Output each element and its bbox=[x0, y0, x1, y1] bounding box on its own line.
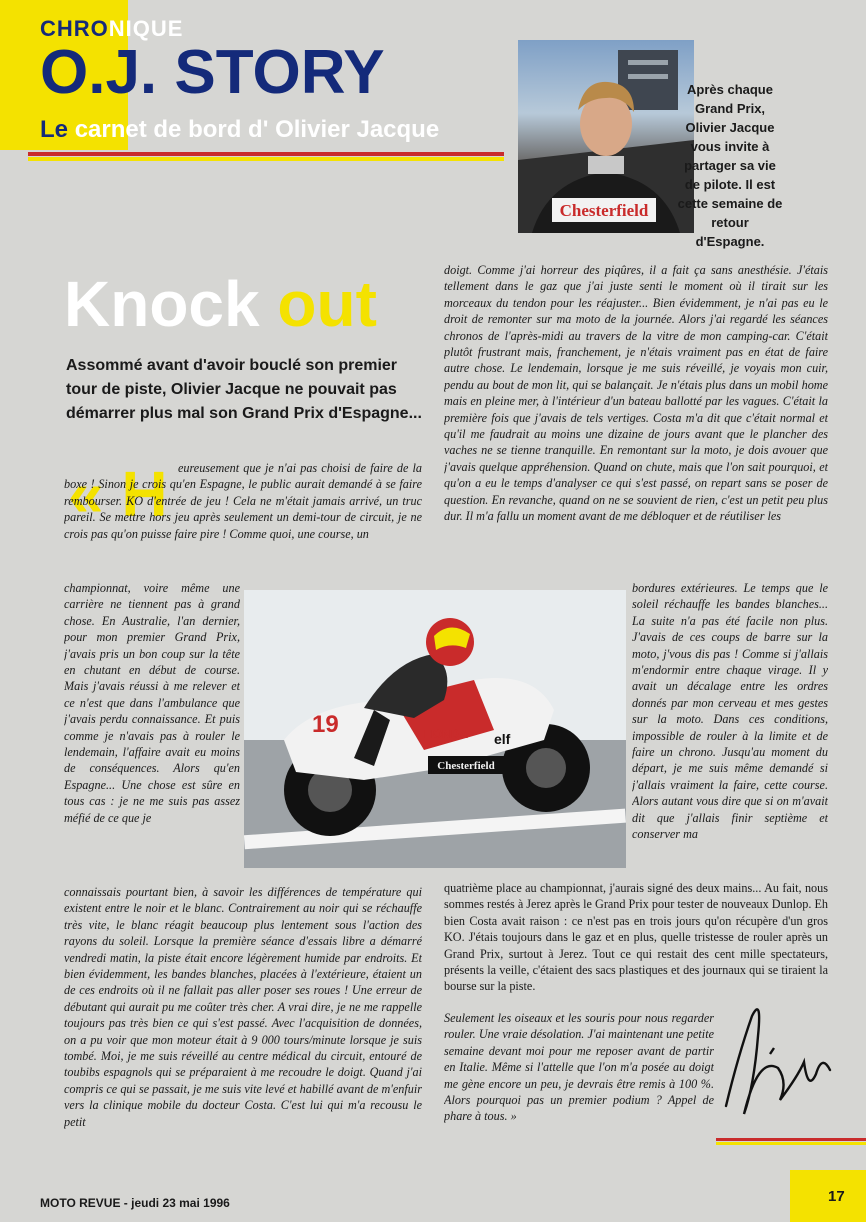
header-rule-red bbox=[28, 152, 504, 156]
col1-intro: eureusement que je n'ai pas choisi de faire de la boxe ! Sinon je crois qu'en Espagne, le public aurait demandé à se faire rembourser. KO d'entrée de jeu ! Cela ne m'était jamais arrivé, un truc pareil. Se mettre hors jeu après seulement un demi-tour de circuit, je ne crois pas qu'on puisse faire pire ! Comme quoi, une course, un bbox=[64, 461, 422, 541]
article-title: Knock out bbox=[64, 268, 377, 340]
footer-publication: MOTO REVUE - jeudi 23 mai 1996 bbox=[40, 1196, 230, 1210]
signature-rule-red bbox=[716, 1138, 866, 1141]
portrait-photo bbox=[518, 40, 694, 233]
bike-sponsor-main: Chesterfield bbox=[437, 760, 495, 772]
article-lead: Assommé avant d'avoir bouclé son premier tour de piste, Olivier Jacque ne pouvait pas démarrer plus mal son Grand Prix d'Espagne... bbox=[66, 357, 422, 422]
rider-portrait-illustration bbox=[518, 40, 694, 233]
author-signature bbox=[718, 996, 838, 1136]
col2-bottom: quatrième place au championnat, j'aurais signé des deux mains... Au fait, nous sommes restés à Jerez après le Grand Prix pour tester de nouveaux Dunlop. Eh bien Costa avait raison : ce n'est pas en trois jours qu'on récupère d'un gros KO. J'étais toujours dans le gaz et en plus, quelle tristesse de rouler après un Grand Prix, surtout à Jerez. Tout ce qui restait des cent mille spectateurs, présents la veille, c'étaient des sacs plastiques et des journaux qui se tiraient la bourse sur la piste. bbox=[444, 881, 828, 994]
column-title: O.J. STORY bbox=[40, 38, 385, 107]
col2-top: doigt. Comme j'ai horreur des piqûres, il a fait ça sans anesthésie. J'étais tellement dans le gaz que j'ai juste senti le moment où il tirait sur les morceaux du tendon pour les réajuster... Bien évidemment, je n'ai pas eu le droit de remonter sur ma moto de la journée. Alors j'ai regardé les séances chronos de l'après-midi au travers de la vitre de mon camping-car. C'était plutôt frustrant mais, franchement, je n'étais vraiment pas en état de faire autre chose. Le lendemain, lorsque je me suis réveillé, je voyais mon cuir, pendu au bout de mon lit, qui se balançait. Je n'étais plus dans un mobil home mais en pleine mer, à l'intérieur d'un bateau ballotté par les vagues. C'était la première fois que j'avais de tels vertiges. Costa m'a dit que c'était normal et qu'il me faudrait au moins une dizaine de jours avant que le plancher des vaches ne se tienne tranquille. En remontant sur la moto, je dois avouer que j'avais quelque appréhension. Quand on chute, mais que l'on sait pourquoi, et qu'on a eu le temps d'analyser ce qui s'est passé, on repart sans se poser de question. En revanche, quand on ne se souvient de rien, c'est un petit peu plus dur. Il m'a fallu un moment avant de me débloquer et de réutiliser les bbox=[444, 263, 828, 524]
bike-brand: HONDA bbox=[424, 727, 468, 741]
drop-cap: « H bbox=[68, 458, 168, 530]
signature-rule-yellow bbox=[716, 1142, 866, 1145]
col2-beside-photo: bordures extérieures. Le temps que le soleil réchauffe les bandes blanches... La suite n'a pas été facile non plus. J'avais de ces coups de barre sur la moto, j'vous dis pas ! Comme si j'allais m'endormir entre chaque virage. Il y avait un décalage entre les ordres donnés par mon cerveau et mes gestes sur la moto. Dans ces conditions, impossible de rouler à la limite et de faire un chrono. Jusqu'au moment du départ, je me suis même demandé si j'allais vraiment la faire, cette course. Alors autant vous dire que si on m'avait dit que j'allais finir septième et conserver ma bbox=[632, 581, 828, 842]
col1-bottom: connaissais pourtant bien, à savoir les différences de température qui existent entre le noir et le blanc. Contrairement au noir qui se réchauffe très vite, le blanc réagit beaucoup plus lentement sous l'action des rayons du soleil. Lorsque la première séance d'essais libre a démarré vendredi matin, la piste était encore légèrement humide par endroits. Et bien évidemment, les bandes blanches, placées à l'extérieure, étaient un de ces endroits où il ne fallait pas aller poser ses roues ! Une erreur de débutant qui aurait pu me coûter très cher. A vrai dire, je ne me rappelle toujours pas très bien ce qui s'est passé. Avec l'acquisition de données, on a pu voir que mon moteur était à 9 000 tours/minute lorsque je suis tombé. Moi, je me suis réveillé au centre médical du circuit, entouré de toubibs espagnols qui se préparaient à me recoudre le doigt. Quand j'ai compris ce qui se passait, je me suis vite levé et habillé avant de m'enfuir vers la clinique mobile du docteur Costa. C'est lui qui m'a recousu le petit bbox=[64, 885, 422, 1129]
rubric-label: CHRONIQUE bbox=[40, 16, 184, 41]
page-number: 17 bbox=[828, 1188, 845, 1205]
motorcycle-illustration bbox=[244, 590, 626, 868]
bike-number: 19 bbox=[312, 711, 339, 738]
column-tagline: Le carnet de bord d' Olivier Jacque bbox=[40, 116, 440, 143]
portrait-caption: Après chaque Grand Prix, Olivier Jacque vous invite à partager sa vie de pilote. Il est cette semaine de retour d'Espagne. bbox=[677, 82, 783, 249]
header-rule-yellow bbox=[28, 157, 504, 161]
bike-sponsor-elf: elf bbox=[494, 731, 511, 747]
col2-end: Seulement les oiseaux et les souris pour nous regarder rouler. Une vraie désolation. J'ai maintenant une petite semaine devant moi pour me reposer avant de partir en Italie. Même si l'attelle que l'on m'a posée au doigt me gène encore un peu, je devrais être remis à 100 %. Alors pourquoi pas un premier podium ? Appel de phare à tous. » bbox=[444, 1011, 714, 1124]
portrait-suit-logo: Chesterfield bbox=[559, 201, 649, 220]
race-photo bbox=[244, 590, 626, 868]
col1-beside-photo: championnat, voire même une carrière ne tiennent pas à grand chose. En Australie, l'an dernier, pour mon premier Grand Prix, j'avais pris un bon coup sur la tête en chutant en début de course. Mais j'avais réussi à me relever et ce n'est que dans l'ambulance que j'avais perdu connaissance. Et puis comme je n'avais pas à rouler le lendemain, l'affaire avait eu moins de conséquences. Alors qu'en Espagne... Une chose est sûre en tous cas : je ne me suis pas assez méfié de ce que je bbox=[64, 581, 240, 825]
